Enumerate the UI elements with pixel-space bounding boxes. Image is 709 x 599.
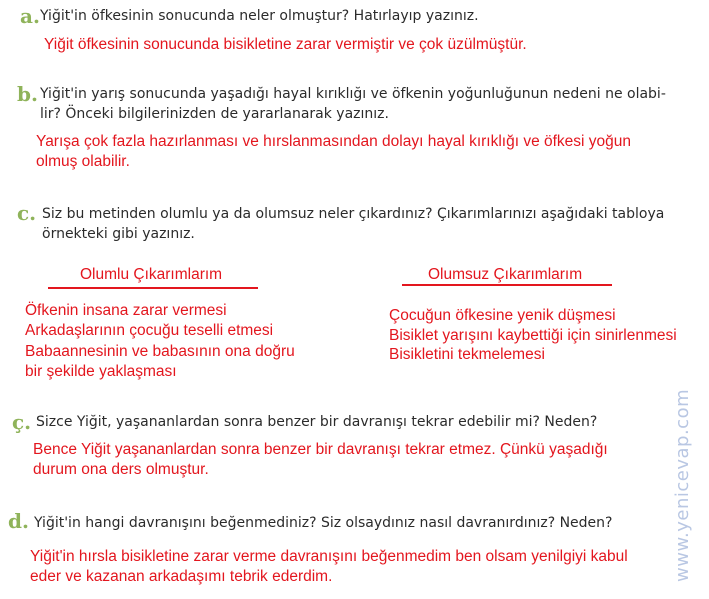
question-b-letter: b. [17, 82, 38, 106]
question-c-line-1: Siz bu metinden olumlu ya da olumsuz neler çıkardınız? Çıkarımlarınızı aşağıdaki tabloya [42, 206, 665, 222]
question-d-text: Yiğit'in hangi davranışını beğenmediniz? Siz olsaydınız nasıl davranırdınız? Neden? [34, 515, 613, 531]
answer-d-line-1: Yiğit'in hırsla bisikletine zarar verme davranışını beğenmedim ben olsam yenilgiyi kabul [30, 548, 628, 565]
question-c-letter: c. [17, 201, 37, 225]
positive-item-3: Babaannesinin ve babasının ona doğru [25, 343, 295, 360]
negative-item-1: Çocuğun öfkesine yenik düşmesi [389, 307, 616, 324]
question-b-line-2: lir? Önceki bilgilerinizden de yararlanarak yazınız. [40, 106, 389, 122]
question-d-letter: d. [8, 509, 29, 533]
answer-a-line-1: Yiğit öfkesinin sonucunda bisikletine zarar vermiştir ve çok üzülmüştür. [44, 36, 527, 53]
answer-cc-line-1: Bence Yiğit yaşananlardan sonra benzer bir davranışı tekrar etmez. Çünkü yaşadığı [33, 441, 608, 458]
negative-item-3: Bisikletini tekmelemesi [389, 346, 545, 363]
positive-header-underline [48, 287, 258, 289]
question-cc-text: Sizce Yiğit, yaşananlardan sonra benzer bir davranışı tekrar edebilir mi? Neden? [36, 414, 598, 430]
positive-item-2: Arkadaşlarının çocuğu teselli etmesi [25, 322, 274, 339]
answer-b-line-1: Yarışa çok fazla hazırlanması ve hırslanmasından dolayı hayal kırıklığı ve öfkesi yoğun [36, 133, 632, 150]
question-a-text: Yiğit'in öfkesinin sonucunda neler olmuştur? Hatırlayıp yazınız. [40, 8, 479, 24]
positive-item-1: Öfkenin insana zarar vermesi [25, 302, 227, 319]
answer-b-line-2: olmuş olabilir. [36, 153, 130, 170]
watermark-text: www.yenicevap.com [672, 388, 693, 582]
negative-item-2: Bisiklet yarışını kaybettiği için sinirlenmesi [389, 327, 677, 344]
answer-cc-line-2: durum ona ders olmuştur. [33, 461, 209, 478]
question-b-line-1: Yiğit'in yarış sonucunda yaşadığı hayal kırıklığı ve öfkenin yoğunluğunun nedeni ne olabi- [40, 86, 666, 102]
negative-header-underline [402, 284, 612, 286]
answer-d-line-2: eder ve kazanan arkadaşımı tebrik ederdim. [30, 568, 333, 585]
negative-header: Olumsuz Çıkarımlarım [428, 266, 583, 283]
question-cc-letter: ç. [12, 410, 32, 434]
positive-header: Olumlu Çıkarımlarım [80, 266, 223, 283]
question-a-letter: a. [20, 4, 40, 28]
question-c-line-2: örnekteki gibi yazınız. [42, 226, 195, 242]
positive-item-4: bir şekilde yaklaşması [25, 363, 177, 380]
